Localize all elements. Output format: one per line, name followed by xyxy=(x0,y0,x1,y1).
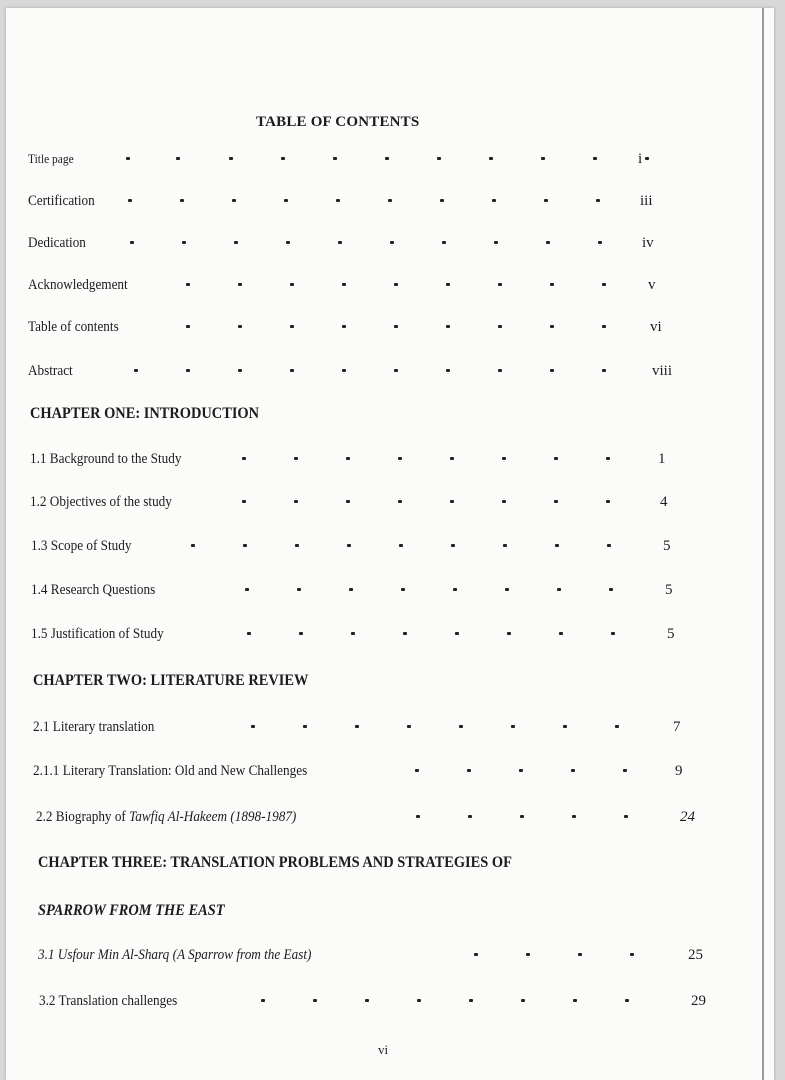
toc-entry xyxy=(39,988,719,1014)
entry-label-prefix: 2.2 Biography of xyxy=(36,808,130,825)
entry-label: 1.1 Background to the Study xyxy=(30,450,182,467)
toc-entry xyxy=(31,577,681,603)
page-number: vi xyxy=(650,319,662,335)
page-number: 5 xyxy=(665,582,673,598)
toc-entry xyxy=(28,272,658,298)
entry-label-italic: Tawfiq Al-Hakeem (1898-1987) xyxy=(129,808,297,825)
toc-entry xyxy=(38,942,708,968)
page-number: 25 xyxy=(688,947,703,963)
page-number: 9 xyxy=(675,763,683,779)
page-number: 5 xyxy=(667,626,675,642)
toc-heading: TABLE OF CONTENTS xyxy=(256,114,420,130)
page-number: viii xyxy=(652,363,673,379)
entry-label: 1.3 Scope of Study xyxy=(31,537,132,554)
entry-label: Title page xyxy=(28,151,74,166)
page-number: 29 xyxy=(691,993,706,1009)
toc-entry xyxy=(30,489,680,515)
toc-entry xyxy=(28,314,662,340)
page-number: v xyxy=(648,277,656,293)
entry-label: 2.1 Literary translation xyxy=(33,718,155,735)
page-number: 1 xyxy=(658,451,666,467)
entry-label: Acknowledgement xyxy=(28,276,128,293)
page-number: 4 xyxy=(660,494,668,510)
page-folio: vi xyxy=(378,1042,389,1057)
entry-label: Certification xyxy=(28,192,95,209)
page-number: iii xyxy=(640,193,653,209)
entry-label: 3.1 Usfour Min Al-Sharq (A Sparrow from the East) xyxy=(38,946,312,963)
chapter-heading: CHAPTER ONE: INTRODUCTION xyxy=(30,405,260,422)
chapter-heading: CHAPTER TWO: LITERATURE REVIEW xyxy=(33,672,309,689)
toc-entry xyxy=(33,714,693,740)
page-number: 7 xyxy=(673,719,681,735)
entry-label: 1.5 Justification of Study xyxy=(31,625,164,642)
toc-entry xyxy=(36,804,696,830)
toc-entry xyxy=(30,446,680,472)
entry-label: 2.1.1 Literary Translation: Old and New Challenges xyxy=(33,762,308,779)
entry-label: 1.2 Objectives of the study xyxy=(30,493,172,510)
toc-entry xyxy=(28,146,648,172)
toc-entry xyxy=(31,621,681,647)
page-number: 24 xyxy=(680,809,695,825)
page-edge-shadow xyxy=(762,8,764,1080)
chapter-subheading: SPARROW FROM THE EAST xyxy=(38,902,225,919)
entry-label: Dedication xyxy=(28,234,86,251)
entry-label: 3.2 Translation challenges xyxy=(39,992,178,1009)
toc-entry xyxy=(28,358,678,384)
entry-label: Table of contents xyxy=(28,318,119,335)
page-number: i xyxy=(638,151,643,167)
entry-label: Abstract xyxy=(28,362,73,379)
page-number: iv xyxy=(642,235,654,251)
toc-entry xyxy=(28,188,658,214)
entry-label xyxy=(36,809,296,826)
page-number: 5 xyxy=(663,538,671,554)
toc-entry xyxy=(31,533,681,559)
toc-entry xyxy=(28,230,658,256)
toc-entry xyxy=(33,758,693,784)
entry-label: 1.4 Research Questions xyxy=(31,581,156,598)
chapter-heading: CHAPTER THREE: TRANSLATION PROBLEMS AND STRATEGIES OF xyxy=(38,854,512,871)
